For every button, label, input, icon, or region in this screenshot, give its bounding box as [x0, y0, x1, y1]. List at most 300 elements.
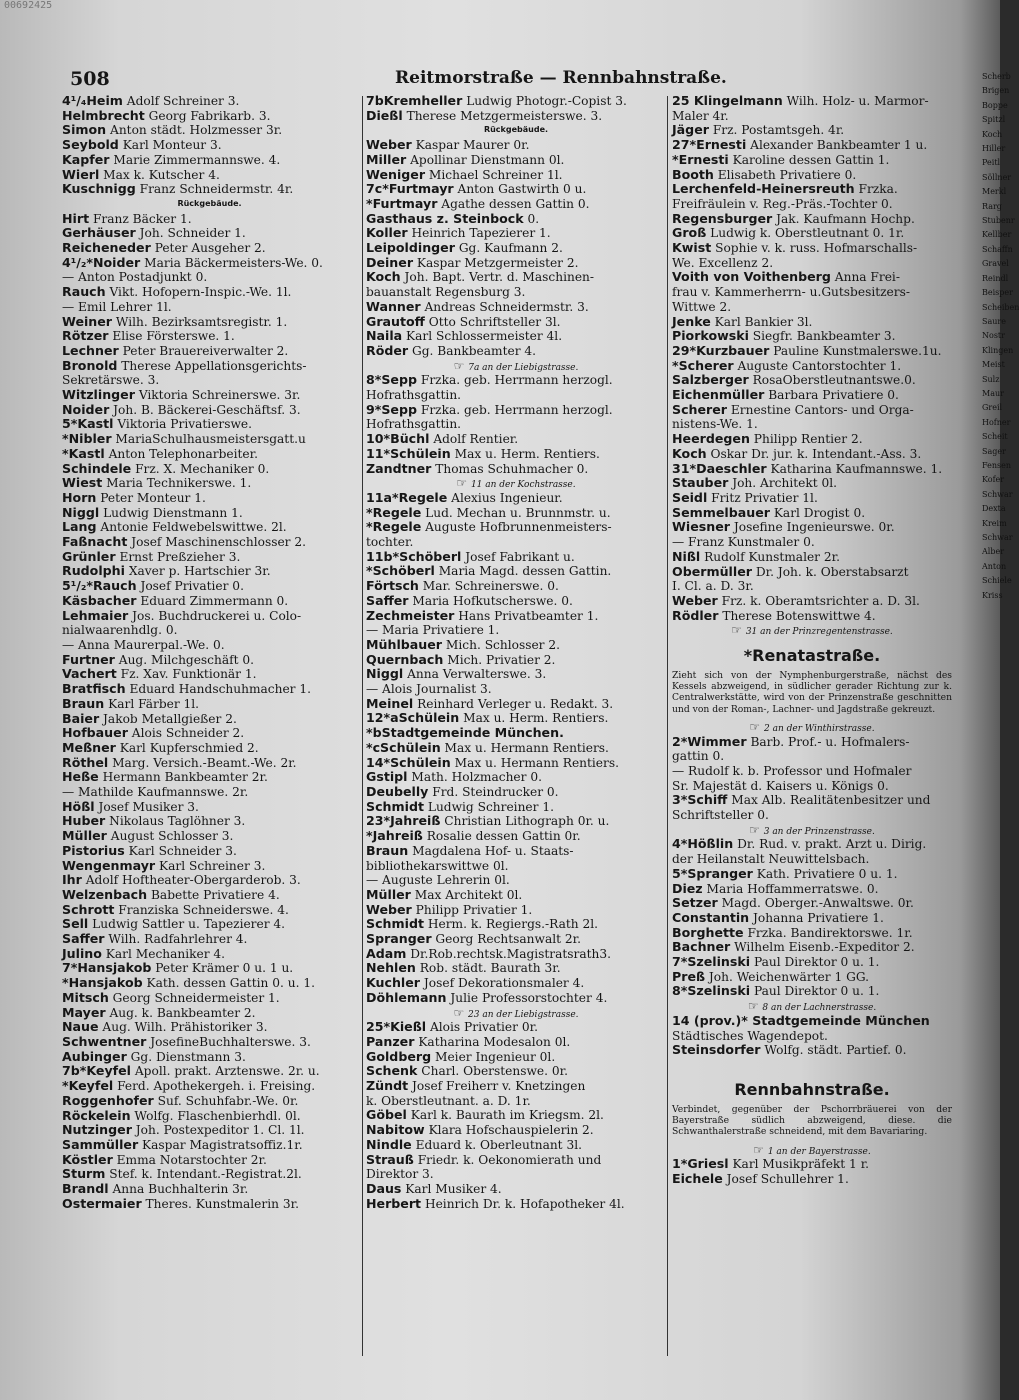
directory-entry	[366, 947, 666, 962]
entry-name: Niggl	[62, 504, 100, 520]
directory-entry	[366, 1020, 666, 1035]
entry-name: Eichele	[672, 1170, 723, 1186]
entry-details: Josef Musiker 3.	[98, 799, 199, 814]
entry-name: *Jahreiß	[366, 828, 423, 844]
directory-entry	[672, 212, 952, 227]
directory-entry	[62, 1050, 357, 1065]
edge-fragment: Scherb	[982, 72, 1011, 81]
directory-entry	[62, 726, 357, 741]
entry-name: *Hansjakob	[62, 975, 143, 991]
entry-details: Max u. Hermann Rentiers.	[444, 740, 609, 755]
entry-name: Kapfer	[62, 151, 110, 167]
edge-fragment: Saure	[982, 316, 1006, 326]
directory-entry	[366, 182, 666, 197]
entry-name: Baier	[62, 710, 100, 726]
entry-details: Oskar Dr. jur. k. Intendant.-Ass. 3.	[710, 446, 922, 461]
directory-entry	[366, 329, 666, 344]
entry-details: — Franz Kunstmaler 0.	[672, 535, 815, 550]
entry-details: Eduard Handschuhmacher 1.	[129, 682, 311, 697]
entry-details: bibliothekarswittwe 0l.	[366, 858, 509, 873]
entry-name: Julino	[62, 945, 102, 961]
entry-details: Maler 4r.	[672, 108, 729, 123]
entry-details: Jakob Metallgießer 2.	[103, 711, 237, 726]
entry-name: *Kastl	[62, 445, 105, 461]
entry-details: Mich. Privatier 2.	[447, 652, 556, 667]
edge-fragment: Merkl	[982, 187, 1007, 197]
entry-name: Semmelbauer	[672, 504, 770, 520]
directory-entry	[366, 300, 666, 315]
directory-entry	[672, 432, 952, 447]
directory-entry	[366, 667, 666, 682]
entry-name: *cSchülein	[366, 739, 441, 755]
entry-details: Joh. Schneider 1.	[139, 226, 246, 241]
entry-name: *Schöberl	[366, 563, 435, 579]
edge-fragment: Scheiben	[982, 302, 1019, 312]
directory-entry	[366, 373, 666, 388]
street-description: Verbindet, gegenüber der Pschorrbräuerei von der Bayerstraße südlich abzweigend, diese. die Schwanthalerstraße schneidend, mit dem Bavariaring.	[672, 1103, 952, 1138]
cross-street-reference	[366, 359, 666, 374]
entry-details: I. Cl. a. D. 3r.	[672, 579, 754, 594]
directory-entry	[62, 667, 357, 682]
entry-details: Mich. Schlosser 2.	[445, 637, 560, 652]
entry-details: Charl. Oberstenswe. 0r.	[421, 1064, 568, 1079]
directory-entry	[62, 579, 357, 594]
entry-name: Leipoldinger	[366, 240, 455, 256]
entry-name: Strauß	[366, 1151, 414, 1167]
entry-details: Georg Rechtsanwalt 2r.	[435, 932, 582, 947]
directory-entry	[366, 609, 666, 624]
entry-name: Voith von Voithenberg	[672, 269, 831, 285]
pointing-hand-icon: ☞	[731, 623, 746, 638]
directory-entry	[672, 359, 952, 374]
entry-details: Apollinar Dienstmann 0l.	[410, 152, 565, 167]
entry-name: Weber	[672, 592, 718, 608]
directory-entry	[672, 520, 952, 535]
entry-details: Josefine Ingenieurswe. 0r.	[733, 520, 895, 535]
entry-details: Barbara Privatiere 0.	[768, 388, 899, 403]
edge-fragment: Gravel	[982, 259, 1009, 269]
entry-name: 7bKremheller	[366, 93, 463, 108]
directory-entry	[366, 859, 666, 874]
entry-name: Adam	[366, 945, 407, 961]
entry-details: — Rudolf k. b. Professor und Hofmaler	[672, 763, 912, 778]
directory-entry	[366, 888, 666, 903]
directory-entry	[62, 1197, 357, 1212]
directory-entry	[366, 1064, 666, 1079]
directory-entry	[366, 917, 666, 932]
entry-details: Freifräulein v. Reg.-Präs.-Tochter 0.	[672, 196, 893, 211]
entry-name: Seybold	[62, 137, 119, 153]
entry-details: Christian Lithograph 0r. u.	[444, 814, 610, 829]
directory-entry	[672, 168, 952, 183]
entry-name: 11*Schülein	[366, 445, 451, 461]
entry-name: Daus	[366, 1180, 402, 1196]
entry-name: 29*Kurzbauer	[672, 342, 770, 358]
directory-entry	[672, 1029, 952, 1044]
entry-details: Therese Appellationsgerichts-	[121, 358, 307, 373]
entry-name: Wiest	[62, 475, 103, 491]
directory-entry	[62, 476, 357, 491]
adjacent-page-edge	[982, 70, 1019, 603]
edge-fragment: Stubenr	[982, 216, 1015, 226]
entry-details: Wilhelm Eisenb.-Expeditor 2.	[734, 940, 915, 955]
directory-entry	[62, 888, 357, 903]
directory-entry	[672, 911, 952, 926]
entry-name: Schrott	[62, 901, 115, 917]
entry-name: Wiesner	[672, 519, 730, 535]
directory-entry	[672, 1043, 952, 1058]
entry-name: 14*Schülein	[366, 754, 451, 770]
entry-name: Scherer	[672, 401, 728, 417]
edge-fragment: Schiele	[982, 576, 1012, 586]
entry-name: Herbert	[366, 1195, 422, 1211]
directory-entry	[366, 94, 666, 109]
directory-entry	[62, 859, 357, 874]
entry-name: Göbel	[366, 1107, 407, 1123]
entry-name: Booth	[672, 166, 714, 182]
entry-details: Michael Schreiner 1l.	[428, 167, 563, 182]
directory-entry	[62, 520, 357, 535]
directory-entry	[672, 609, 952, 624]
directory-entry	[62, 1182, 357, 1197]
entry-name: Wierl	[62, 166, 100, 182]
entry-details: Friedr. k. Oekonomierath und	[417, 1152, 602, 1167]
directory-entry	[62, 359, 357, 374]
entry-name: Schwentner	[62, 1033, 147, 1049]
entry-name: Hirt	[62, 210, 90, 226]
entry-name: Borghette	[672, 924, 744, 940]
entry-name: Deiner	[366, 254, 414, 270]
directory-entry	[62, 550, 357, 565]
entry-details: Frz. k. Oberamtsrichter a. D. 3l.	[721, 593, 920, 608]
entry-details: Georg Schneidermeister 1.	[112, 990, 280, 1005]
entry-details: Therese Metzgermeisterswe. 3.	[406, 108, 603, 123]
entry-name: Grautoff	[366, 313, 425, 329]
entry-details: — Anna Maurerpal.-We. 0.	[62, 638, 225, 652]
directory-entry	[62, 1138, 357, 1153]
directory-entry	[62, 168, 357, 183]
entry-name: 11a*Regele	[366, 489, 448, 505]
directory-entry	[62, 270, 357, 285]
entry-name: Eichenmüller	[672, 387, 765, 403]
entry-details: Marie Zimmermannswe. 4.	[113, 152, 281, 167]
entry-details: Elisabeth Privatiere 0.	[717, 167, 857, 182]
pointing-hand-icon: ☞	[453, 358, 469, 373]
entry-details: Sophie v. k. russ. Hofmarschalls-	[715, 241, 918, 256]
edge-fragment: Söllner	[982, 172, 1012, 182]
directory-entry	[62, 1153, 357, 1168]
edge-fragment: Fensen	[982, 460, 1011, 470]
directory-entry	[366, 344, 666, 359]
entry-details: Josef Privatier 0.	[140, 579, 244, 594]
entry-name: Meßner	[62, 739, 116, 755]
entry-name: Ostermaier	[62, 1195, 142, 1211]
entry-details: Alexius Ingenieur.	[451, 490, 563, 505]
entry-name: Gasthaus z. Steinbock	[366, 210, 524, 226]
directory-entry	[672, 109, 952, 124]
entry-details: Aug. k. Bankbeamter 2.	[109, 1005, 256, 1020]
page-number: 508	[70, 68, 110, 90]
entry-name: Lechner	[62, 342, 119, 358]
entry-details: Anton städt. Holzmesser 3r.	[110, 123, 283, 138]
entry-details: — Emil Lehrer 1l.	[62, 299, 172, 314]
entry-name: Weber	[366, 137, 412, 153]
entry-details: Ludwig k. Oberstleutnant 0. 1r.	[710, 226, 905, 241]
entry-details: Fz. Xav. Funktionär 1.	[120, 667, 257, 682]
entry-name: Pistorius	[62, 842, 125, 858]
entry-name: Wanner	[366, 298, 421, 314]
edge-fragment: Kreim	[982, 518, 1007, 528]
entry-details: Joh. Architekt 0l.	[732, 476, 838, 491]
entry-name: Schindele	[62, 460, 132, 476]
edge-fragment: Kofer	[982, 475, 1005, 485]
entry-name: Bronold	[62, 357, 118, 373]
entry-name: Käsbacher	[62, 592, 137, 608]
directory-entry	[672, 535, 952, 550]
entry-details: Frzka. geb. Herrmann herzogl.	[420, 402, 613, 417]
cross-street-reference	[672, 623, 952, 638]
directory-entry	[62, 123, 357, 138]
edge-fragment: Alber	[982, 547, 1005, 557]
entry-name: Gerhäuser	[62, 225, 136, 241]
entry-name: 4¹/₄Heim	[62, 93, 123, 108]
entry-details: Anna Buchhalterin 3r.	[112, 1182, 249, 1197]
entry-details: Adolf Schreiner 3.	[126, 94, 240, 108]
entry-name: *Keyfel	[62, 1078, 114, 1094]
entry-details: Adolf Hoftheater-Obergarderob. 3.	[85, 873, 301, 888]
directory-entry	[62, 226, 357, 241]
directory-entry	[366, 594, 666, 609]
directory-entry	[62, 373, 357, 388]
directory-entry	[366, 520, 666, 535]
entry-details: Kath. dessen Gattin 0. u. 1.	[146, 976, 315, 991]
entry-name: Nehlen	[366, 960, 416, 976]
entry-name: Aubinger	[62, 1048, 127, 1064]
directory-entry	[366, 256, 666, 271]
directory-entry	[62, 344, 357, 359]
entry-details: Joh. Weichenwärter 1 GG.	[708, 969, 869, 984]
entry-details: Hofrathsgattin.	[366, 417, 462, 432]
entry-name: Köstler	[62, 1151, 113, 1167]
entry-name: Roggenhofer	[62, 1092, 154, 1108]
directory-entry	[62, 329, 357, 344]
directory-entry	[672, 315, 952, 330]
entry-name: *bStadtgemeinde München.	[366, 725, 564, 741]
entry-details: Josef Freiherr v. Knetzingen	[411, 1079, 586, 1094]
directory-entry	[366, 403, 666, 418]
entry-details: Maria Hofkutscherswe. 0.	[412, 593, 573, 608]
entry-details: Joh. Postexpeditor 1. Cl. 1l.	[135, 1123, 305, 1138]
entry-details: Direktor 3.	[366, 1167, 434, 1182]
entry-details: Frzka.	[858, 182, 898, 197]
directory-entry	[672, 852, 952, 867]
directory-entry	[672, 256, 952, 271]
entry-name: Weber	[366, 901, 412, 917]
directory-entry	[366, 579, 666, 594]
entry-name: Koch	[672, 445, 707, 461]
pointing-hand-icon: ☞	[747, 999, 763, 1014]
entry-name: Weniger	[366, 166, 426, 182]
entry-details: Magd. Oberger.-Anwaltswe. 0r.	[721, 896, 914, 911]
entry-name: 7c*Furtmayr	[366, 181, 454, 197]
entry-details: Andreas Schneidermstr. 3.	[424, 299, 589, 314]
entry-details: der Heilanstalt Neuwittelsbach.	[672, 852, 870, 867]
directory-entry	[62, 491, 357, 506]
entry-details: Babette Privatiere 4.	[150, 887, 280, 902]
entry-details: Karl Monteur 3.	[122, 138, 222, 153]
entry-details: Anton Gastwirth 0 u.	[457, 182, 587, 197]
entry-details: Frz. Postamtsgeh. 4r.	[712, 123, 845, 138]
entry-details: Städtisches Wagendepot.	[672, 1028, 828, 1043]
entry-name: *Nibler	[62, 431, 112, 447]
entry-details: Marg. Versich.-Beamt.-We. 2r.	[112, 755, 297, 770]
entry-details: Sekretärswe. 3.	[62, 373, 160, 388]
entry-name: *Regele	[366, 519, 422, 535]
directory-entry	[62, 932, 357, 947]
entry-name: Preß	[672, 968, 706, 984]
directory-entry	[366, 564, 666, 579]
pointing-hand-icon: ☞	[453, 1005, 469, 1020]
directory-entry	[62, 417, 357, 432]
edge-fragment: Schwar	[982, 489, 1013, 499]
directory-entry	[366, 1108, 666, 1123]
directory-entry	[672, 344, 952, 359]
directory-entry	[366, 417, 666, 432]
entry-name: Weiner	[62, 313, 113, 329]
entry-name: Stauber	[672, 475, 729, 491]
directory-entry	[672, 749, 952, 764]
edge-fragment: Beisper	[982, 288, 1013, 298]
directory-entry	[62, 241, 357, 256]
entry-details: Philipp Privatier 1.	[415, 902, 533, 917]
entry-details: Dr. Rud. v. prakt. Arzt u. Dirig.	[737, 837, 927, 852]
directory-entry	[366, 1035, 666, 1050]
entry-name: 7b*Keyfel	[62, 1063, 131, 1079]
running-head: Reitmorstraße — Rennbahnstraße.	[395, 68, 727, 88]
directory-entry	[366, 535, 666, 550]
entry-name: Grünler	[62, 548, 116, 564]
entry-name: Sturm	[62, 1166, 106, 1182]
entry-details: Anton Telephonarbeiter.	[108, 446, 258, 461]
directory-entry	[366, 1153, 666, 1168]
directory-entry	[366, 682, 666, 697]
entry-name: Koller	[366, 225, 408, 241]
entry-details: nistens-We. 1.	[672, 417, 758, 432]
entry-details: RosaOberstleutnantswe.0.	[752, 373, 916, 388]
entry-name: Niggl	[366, 666, 404, 682]
cross-street-reference	[366, 1006, 666, 1021]
entry-name: Schmidt	[366, 916, 424, 932]
directory-entry	[672, 1172, 952, 1187]
directory-entry	[366, 315, 666, 330]
edge-fragment: Klingen	[982, 345, 1014, 355]
entry-details: Heinrich Tapezierer 1.	[411, 226, 551, 241]
directory-entry	[672, 882, 952, 897]
directory-entry	[672, 403, 952, 418]
entry-details: Maria Magd. dessen Gattin.	[438, 564, 612, 579]
directory-entry	[366, 109, 666, 124]
directory-entry	[62, 756, 357, 771]
directory-entry	[672, 94, 952, 109]
directory-entry	[366, 873, 666, 888]
entry-details: Wolfg. Flaschenbierhdl. 0l.	[134, 1108, 301, 1123]
directory-entry	[366, 976, 666, 991]
entry-details: Kaspar Maurer 0r.	[415, 138, 530, 153]
entry-name: Mühlbauer	[366, 636, 443, 652]
edge-fragment: Peitl	[982, 158, 1001, 168]
entry-name: 1*Griesl	[672, 1156, 729, 1172]
directory-entry	[672, 182, 952, 197]
directory-entry	[62, 638, 357, 653]
entry-details: Mar. Schreinerswe. 0.	[422, 579, 559, 594]
entry-details: Schriftsteller 0.	[672, 808, 769, 823]
column-rule	[362, 96, 363, 1356]
entry-details: Karoline dessen Gattin 1.	[732, 152, 890, 167]
entry-details: Dr. Joh. k. Oberstabsarzt	[755, 564, 909, 579]
directory-entry	[62, 947, 357, 962]
entry-details: Agathe dessen Gattin 0.	[441, 196, 590, 211]
entry-details: MariaSchulhausmeistersgatt.u	[115, 432, 306, 447]
entry-details: Eduard k. Oberleutnant 3l.	[415, 1137, 582, 1152]
entry-details: Reinhard Verleger u. Redakt. 3.	[417, 696, 614, 711]
entry-details: Gg. Bankbeamter 4.	[412, 343, 537, 358]
entry-name: *Ernesti	[672, 151, 729, 167]
entry-name: Lang	[62, 519, 97, 535]
edge-fragment: Schwar	[982, 533, 1013, 542]
directory-entry	[366, 447, 666, 462]
directory-entry	[62, 315, 357, 330]
entry-name: Röthel	[62, 754, 109, 770]
edge-fragment: Sulz	[982, 374, 1000, 384]
entry-details: Auguste Cantorstochter 1.	[737, 358, 902, 373]
entry-name: Panzer	[366, 1033, 415, 1049]
entry-name: Zechmeister	[366, 607, 455, 623]
entry-details: Rosalie dessen Gattin 0r.	[426, 829, 581, 844]
directory-entry	[672, 594, 952, 609]
entry-name: Nutzinger	[62, 1122, 132, 1138]
directory-entry	[62, 623, 357, 638]
directory-entry	[62, 814, 357, 829]
entry-details: Stef. k. Intendant.-Registrat.2l.	[109, 1167, 302, 1182]
pointing-hand-icon: ☞	[456, 476, 471, 491]
entry-details: Maria Technikerswe. 1.	[106, 476, 252, 491]
entry-details: Karl Färber 1l.	[108, 696, 200, 711]
entry-details: Ernestine Cantors- und Orga-	[730, 402, 914, 417]
directory-entry	[62, 917, 357, 932]
entry-name: Schenk	[366, 1063, 418, 1079]
entry-name: Meinel	[366, 695, 414, 711]
entry-details: Barb. Prof.- u. Hofmalers-	[750, 734, 910, 749]
directory-entry	[62, 564, 357, 579]
entry-name: Quernbach	[366, 651, 444, 667]
entry-name: Wengenmayr	[62, 857, 156, 873]
pointing-hand-icon: ☞	[749, 822, 764, 837]
entry-details: Alexander Bankbeamter 1 u.	[750, 138, 928, 153]
entry-details: Johanna Privatiere 1.	[753, 910, 884, 925]
entry-details: Herm. k. Regiergs.-Rath 2l.	[427, 917, 599, 932]
entry-details: Thomas Schuhmacher 0.	[435, 461, 589, 476]
entry-name: 8*Szelinski	[672, 983, 751, 999]
entry-name: *Furtmayr	[366, 195, 438, 211]
entry-details: Frz. X. Mechaniker 0.	[135, 461, 270, 476]
directory-entry	[62, 1094, 357, 1109]
entry-details: Siegfr. Bankbeamter 3.	[752, 329, 896, 344]
entry-name: 12*aSchülein	[366, 710, 460, 726]
entry-details: We. Excellenz 2.	[672, 255, 774, 270]
entry-name: Helmbrecht	[62, 107, 145, 123]
column-rule	[667, 96, 668, 1356]
edge-fragment: Hofner	[982, 417, 1011, 427]
